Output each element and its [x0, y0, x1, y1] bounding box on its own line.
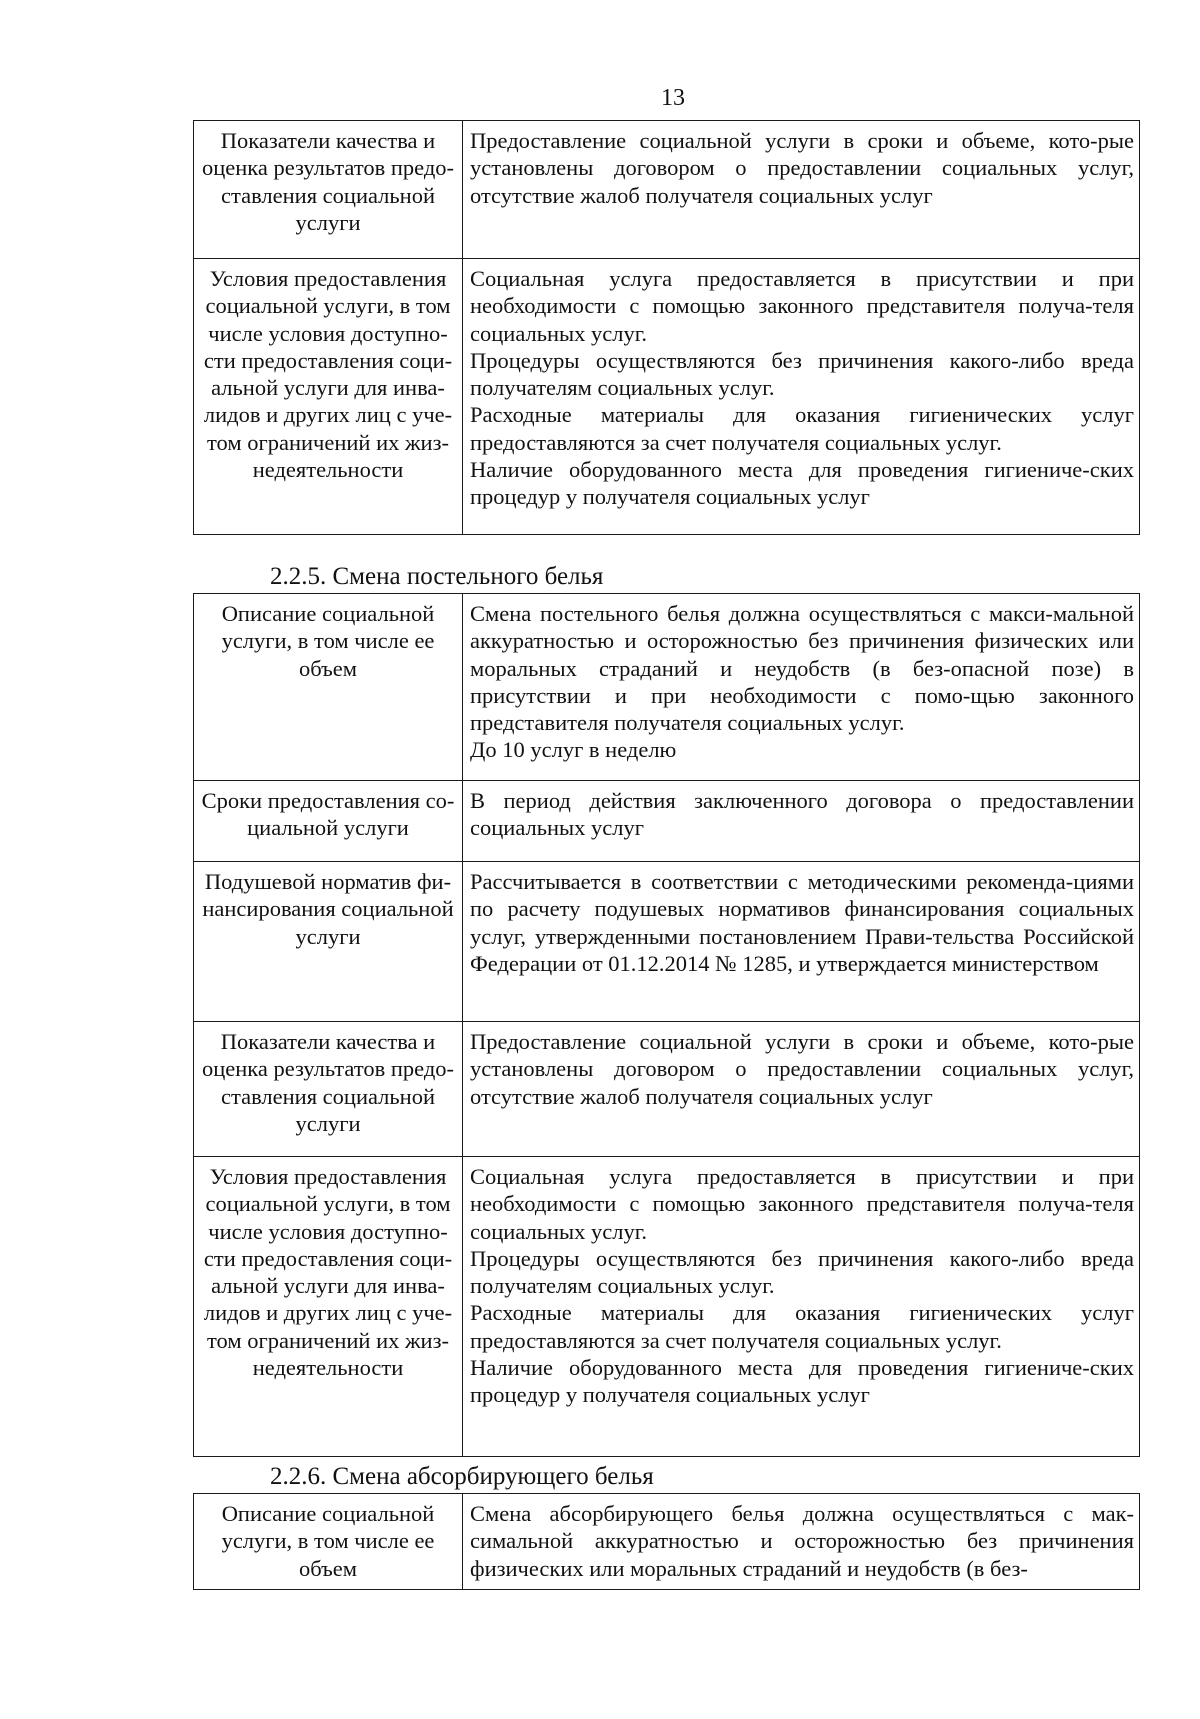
service-table-2-2-5 [193, 593, 1140, 1457]
value-paragraph: Предоставление социальной услуги в сроки и объеме, кото-рые установлены договором о предоставлении социальных услуг, отсутствие жалоб получателя социальных услуг [470, 128, 1134, 208]
row-value [463, 1157, 1140, 1457]
row-value [463, 1022, 1140, 1157]
value-paragraph: В период действия заключенного договора о предоставлении социальных услуг [470, 788, 1134, 841]
value-paragraph: Социальная услуга предоставляется в присутствии и при необходимости с помощью законного представителя получа-теля социальных услуг. [470, 1164, 1134, 1244]
row-value [463, 594, 1140, 781]
value-paragraph: Смена постельного белья должна осуществляться с макси-мальной аккуратностью и осторожностью без причинения физических или моральных страданий и неудобств (в без-опасной позе) в присутствии и при необходимости с помо-щью законного представителя получателя социальных услуг. [470, 601, 1134, 736]
service-table-2-2-6 [193, 1493, 1140, 1590]
value-paragraph: Расходные материалы для оказания гигиенических услуг предоставляются за счет получателя социальных услуг. [470, 402, 1134, 455]
row-label: Показатели качества и оценка результатов предо-ставления социальной услуги [194, 121, 463, 259]
row-label: Сроки предоставления со-циальной услуги [194, 781, 463, 862]
section-heading-2-2-5: 2.2.5. Смена постельного белья [270, 563, 604, 590]
row-value [463, 862, 1140, 1022]
value-paragraph: Процедуры осуществляются без причинения какого-либо вреда получателям социальных услуг. [470, 1245, 1134, 1299]
table-row [194, 1494, 1140, 1590]
value-paragraph: До 10 услуг в неделю [470, 737, 677, 763]
section-heading-2-2-6: 2.2.6. Смена абсорбирующего белья [270, 1463, 654, 1490]
row-label: Условия предоставления социальной услуги, в том числе условия доступно-сти предоставления соци-альной услуги для инва-лидов и других лиц с уче-том ограничений их жиз-недеятельности [194, 259, 463, 535]
value-paragraph: Наличие оборудованного места для проведения гигиениче-ских процедур у получателя социальных услуг [470, 457, 1134, 510]
value-paragraph: Смена абсорбирующего белья должна осуществляться с мак-симальной аккуратностью и осторожностью без причинения физических или моральных страданий и неудобств (в без- [470, 1501, 1134, 1581]
table-row [194, 594, 1140, 781]
table-row [194, 1022, 1140, 1157]
row-label: Подушевой норматив фи-нансирования социальной услуги [194, 862, 463, 1022]
row-value [463, 781, 1140, 862]
table-row [194, 259, 1140, 535]
row-label: Показатели качества и оценка результатов предо-ставления социальной услуги [194, 1022, 463, 1157]
table-row [194, 781, 1140, 862]
value-paragraph: Процедуры осуществляются без причинения какого-либо вреда получателям социальных услуг. [470, 347, 1134, 401]
value-paragraph: Расходные материалы для оказания гигиенических услуг предоставляются за счет получателя социальных услуг. [470, 1300, 1134, 1353]
row-label: Описание социальной услуги, в том числе ее объем [194, 594, 463, 781]
service-table-continued [193, 120, 1140, 535]
row-value [463, 259, 1140, 535]
row-value [463, 1494, 1140, 1590]
table-row [194, 862, 1140, 1022]
value-paragraph: Рассчитывается в соответствии с методическими рекоменда-циями по расчету подушевых нормативов финансирования социальных услуг, утвержденными постановлением Прави-тельства Российской Федерации от 01.12.2014 № 1285, и утверждается министерством [470, 869, 1134, 976]
row-label: Описание социальной услуги, в том числе ее объем [194, 1494, 463, 1590]
value-paragraph: Предоставление социальной услуги в сроки и объеме, кото-рые установлены договором о предоставлении социальных услуг, отсутствие жалоб получателя социальных услуг [470, 1029, 1134, 1109]
value-paragraph: Наличие оборудованного места для проведения гигиениче-ских процедур у получателя социальных услуг [470, 1355, 1134, 1408]
value-paragraph: Социальная услуга предоставляется в присутствии и при необходимости с помощью законного представителя получа-теля социальных услуг. [470, 266, 1134, 346]
table-row [194, 121, 1140, 259]
row-value [463, 121, 1140, 259]
table-row [194, 1157, 1140, 1457]
row-label: Условия предоставления социальной услуги, в том числе условия доступно-сти предоставления соци-альной услуги для инва-лидов и других лиц с уче-том ограничений их жиз-недеятельности [194, 1157, 463, 1457]
page-number: 13 [661, 85, 685, 111]
